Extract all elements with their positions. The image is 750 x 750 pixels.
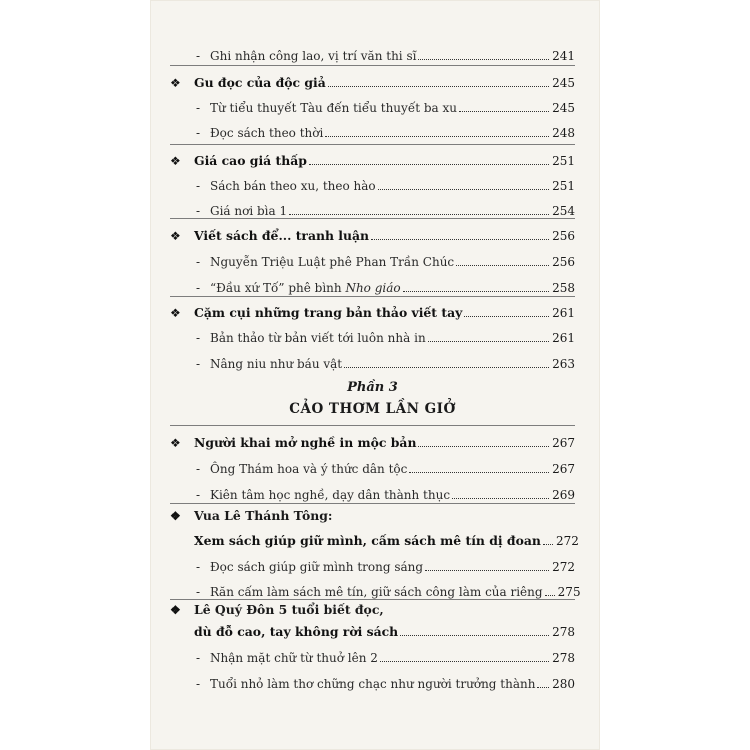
toc-entry — [170, 63, 575, 89]
leader-dots — [289, 213, 549, 215]
toc-entry-heading — [170, 503, 575, 523]
entry-text: Từ tiểu thuyết Tàu đến tiểu thuyết ba xu — [210, 101, 457, 115]
entry-text: Vua Lê Thánh Tông: — [194, 508, 333, 523]
dash-glyph: - — [196, 281, 201, 295]
entry-text: Người khai mở nghề in mộc bản — [194, 434, 417, 450]
leader-dots — [456, 264, 549, 266]
dash-glyph: - — [196, 585, 201, 599]
entry-text: Kiên tâm học nghề, dạy dân thành thục — [210, 488, 451, 502]
leader-dots — [325, 135, 549, 137]
toc-entry — [170, 141, 575, 167]
part-title: CẢO THƠM LẦN GIỞ — [289, 401, 456, 417]
diamond-bullet-icon: ❖ — [170, 306, 181, 320]
page-number: 280 — [552, 677, 575, 691]
leader-dots — [409, 471, 549, 473]
leader-dots — [380, 660, 549, 662]
page-number: 263 — [552, 357, 575, 371]
page-number: 258 — [552, 281, 575, 295]
entry-text: Nhận mặt chữ từ thuở lên 2 — [210, 651, 378, 665]
toc-entry — [170, 293, 575, 319]
entry-text: Xem sách giúp giữ mình, cấm sách mê tín dị đoan — [194, 532, 541, 548]
dash-glyph: - — [196, 331, 201, 345]
entry-text: Sách bán theo xu, theo hào — [210, 179, 376, 193]
leader-dots — [464, 315, 549, 317]
leader-dots — [328, 85, 549, 87]
dash-glyph: - — [196, 560, 201, 574]
page-number: 256 — [552, 255, 575, 269]
dash-glyph: - — [196, 488, 201, 502]
diamond-bullet-icon: ❖ — [170, 154, 181, 168]
dash-glyph: - — [196, 101, 201, 115]
entry-text: Giá cao giá thấp — [194, 152, 307, 168]
toc-entry — [170, 449, 575, 475]
page-number: 248 — [552, 126, 575, 140]
page-number: 261 — [552, 306, 575, 320]
page-number: 278 — [552, 625, 575, 639]
dash-glyph: - — [196, 357, 201, 371]
toc-entry — [170, 547, 575, 573]
entry-text: Bản thảo từ bản viết tới luôn nhà in — [210, 331, 426, 345]
page-number: 251 — [552, 154, 575, 168]
entry-text: Răn cấm làm sách mê tín, giữ sách công làm của riêng — [210, 585, 543, 599]
entry-text: Lê Quý Đôn 5 tuổi biết đọc, — [194, 602, 384, 617]
entry-text: Viết sách để... tranh luận — [194, 227, 370, 243]
leader-dots — [428, 340, 549, 342]
leader-dots — [344, 366, 549, 368]
diamond-bullet-icon: ❖ — [170, 229, 181, 243]
toc-entry — [170, 88, 575, 114]
entry-text: “Đầu xứ Tố” phê bình Nho giáo — [210, 281, 401, 295]
toc-entry — [170, 423, 575, 449]
leader-dots — [459, 110, 549, 112]
leader-dots — [378, 188, 549, 190]
dash-glyph: - — [196, 651, 201, 665]
book-title-italic: Nho giáo — [345, 281, 401, 295]
page-number: 272 — [552, 560, 575, 574]
page-number: 267 — [552, 436, 575, 450]
toc-entry — [170, 318, 575, 344]
entry-text: Tuổi nhỏ làm thơ chững chạc như người trưởng thành — [210, 677, 536, 691]
page-number: 254 — [552, 204, 575, 218]
leader-dots — [545, 594, 555, 596]
leader-dots — [537, 686, 549, 688]
toc-entry — [170, 612, 575, 638]
toc-entry — [170, 36, 575, 62]
toc-entry — [170, 664, 575, 690]
leader-dots — [452, 497, 549, 499]
diamond-bullet-icon: ❖ — [170, 509, 181, 523]
leader-dots — [400, 634, 549, 636]
leader-dots — [371, 238, 549, 240]
toc-entry — [170, 521, 579, 548]
entry-text: Giá nơi bìa 1 — [210, 204, 288, 218]
dash-glyph: - — [196, 126, 201, 140]
part-number: Phần 3 — [347, 380, 398, 395]
page-number: 267 — [552, 462, 575, 476]
entry-text: dù đỗ cao, tay không rời sách — [194, 623, 399, 639]
entry-text: Gu đọc của độc giả — [194, 74, 326, 90]
entry-text: Đọc sách theo thời — [210, 126, 324, 140]
entry-text: Cặm cụi những trang bản thảo viết tay — [194, 304, 463, 320]
diamond-bullet-icon: ❖ — [170, 76, 181, 90]
toc-entry — [170, 638, 575, 664]
leader-dots — [543, 543, 553, 545]
entry-text: Ghi nhận công lao, vị trí văn thi sĩ — [210, 49, 417, 63]
leader-dots — [425, 569, 549, 571]
dash-glyph: - — [196, 49, 201, 63]
entry-text: Đọc sách giúp giữ mình trong sáng — [210, 560, 424, 574]
page-number: 275 — [557, 585, 581, 599]
leader-dots — [418, 445, 549, 447]
toc-entry — [170, 475, 575, 501]
entry-text: Ông Thám hoa và ý thức dân tộc — [210, 462, 408, 476]
entry-text: Nguyễn Triệu Luật phê Phan Trần Chúc — [210, 255, 455, 269]
toc-entry — [170, 113, 575, 139]
page-number: 269 — [552, 488, 575, 502]
part-heading — [170, 380, 575, 417]
page-number: 272 — [555, 534, 579, 548]
diamond-bullet-icon: ❖ — [170, 603, 181, 617]
leader-dots — [309, 163, 549, 165]
toc-entry — [170, 166, 575, 192]
toc-entry — [170, 572, 581, 599]
dash-glyph: - — [196, 255, 201, 269]
dash-glyph: - — [196, 677, 201, 691]
page-number: 261 — [552, 331, 575, 345]
page-number: 245 — [552, 76, 575, 90]
dash-glyph: - — [196, 462, 201, 476]
leader-dots — [418, 58, 549, 60]
toc-entry — [170, 216, 575, 242]
leader-dots — [403, 290, 549, 292]
page-number: 278 — [552, 651, 575, 665]
entry-text: Nâng niu như báu vật — [210, 357, 343, 371]
toc-entry — [170, 268, 575, 294]
toc-entry — [170, 242, 575, 268]
toc-entry — [170, 344, 575, 370]
dash-glyph: - — [196, 179, 201, 193]
toc-entry — [170, 191, 575, 217]
page-number: 251 — [552, 179, 575, 193]
page-number: 245 — [552, 101, 575, 115]
page-number: 256 — [552, 229, 575, 243]
page-number: 241 — [552, 49, 575, 63]
dash-glyph: - — [196, 204, 201, 218]
diamond-bullet-icon: ❖ — [170, 436, 181, 450]
